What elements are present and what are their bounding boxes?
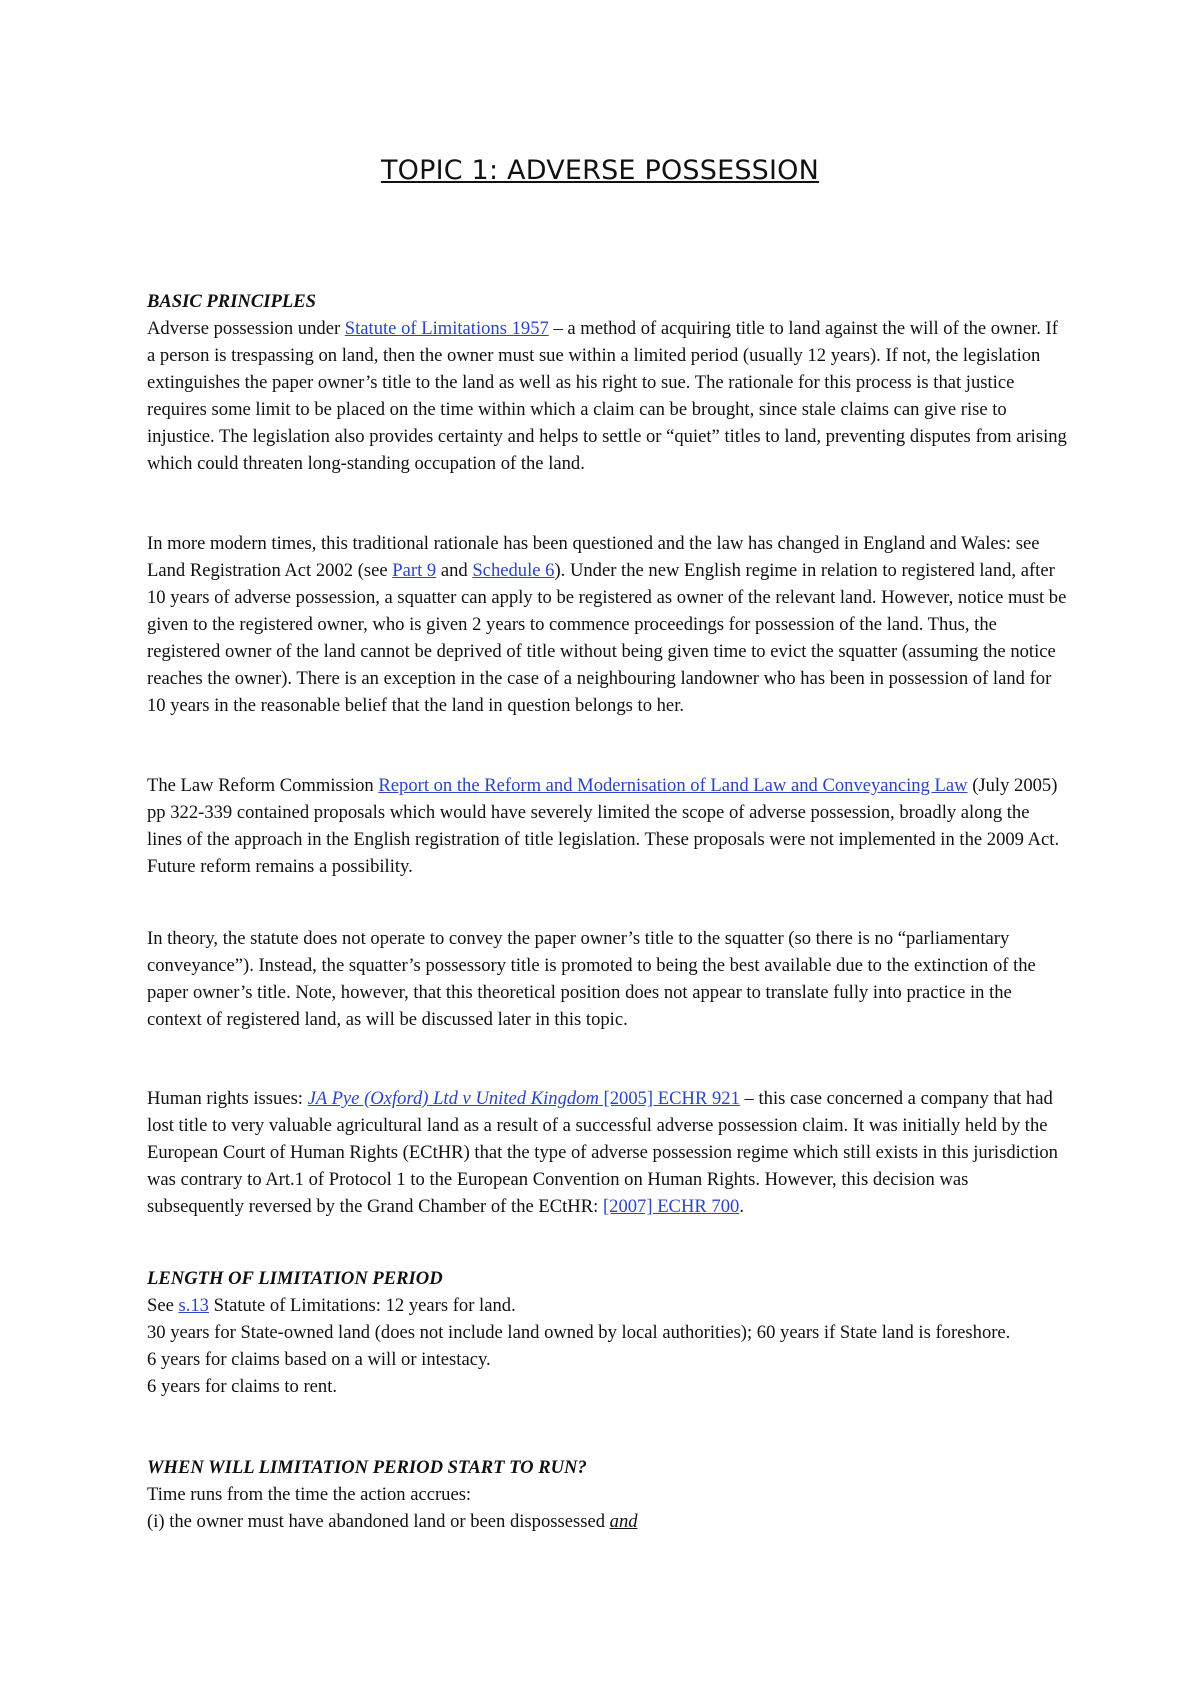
section-basic-principles: [147, 288, 1067, 477]
paragraph: 30 years for State-owned land (does not include land owned by local authorities); 60 years if State land is foreshore.: [147, 1322, 1011, 1343]
section-heading: WHEN WILL LIMITATION PERIOD START TO RUN?: [147, 1457, 587, 1478]
text-run: .: [739, 1196, 744, 1217]
text-run: – a method of acquiring title to land against the will of the owner. If a person is trespassing on land, then the owner must sue within a limited period (usually 12 years). If not, the legislation extinguishes the paper owner’s title to the land as well as his right to sue. The rationale for this process is that justice requires some limit to be placed on the time within which a claim can be brought, since stale claims can give rise to injustice. The legislation also provides certainty and helps to settle or “quiet” titles to land, preventing disputes from arising which could threaten long-standing occupation of the land.: [147, 318, 1067, 474]
paragraph-modern-times: [147, 530, 1067, 719]
paragraph: [147, 772, 1067, 880]
text-run: – this case concerned a company that had lost title to very valuable agricultural land as a result of a successful adverse possession claim. It was initially held by the European Court of Human Rights (ECtHR) that the type of adverse possession regime which still exists in this jurisdiction was contrary to Art.1 of Protocol 1 to the European Convention on Human Rights. However, this decision was subsequently reversed by the Grand Chamber of the ECtHR:: [147, 1088, 1058, 1217]
paragraph: [147, 1292, 1067, 1319]
text-run: (July 2005) pp 322-339 contained proposals which would have severely limited the scope of adverse possession, broadly along the lines of the approach in the English registration of title legislation. These proposals were not implemented in the 2009 Act. Future reform remains a possibility.: [147, 775, 1060, 877]
page-title: TOPIC 1: ADVERSE POSSESSION: [380, 155, 820, 186]
section-length-of-limitation: [147, 1265, 1067, 1400]
section-start-to-run: [147, 1454, 1067, 1535]
law-reform-report-link[interactable]: Report on the Reform and Modernisation of Land Law and Conveyancing Law: [378, 775, 968, 796]
part-9-link[interactable]: Part 9: [392, 560, 437, 581]
text-run: and: [436, 560, 473, 581]
s13-link[interactable]: s.13: [178, 1295, 209, 1316]
section-heading: BASIC PRINCIPLES: [147, 291, 316, 312]
paragraph: [147, 530, 1067, 719]
text-run: Adverse possession under: [147, 318, 345, 339]
text-run: See: [147, 1295, 179, 1316]
paragraph-law-reform: [147, 772, 1067, 880]
text-run: Statute of Limitations: 12 years for land.: [208, 1295, 516, 1316]
paragraph: [147, 315, 1067, 477]
text-run: In more modern times, this traditional rationale has been questioned and the law has changed in England and Wales: see Land Registration Act 2002 (see: [147, 533, 1040, 581]
statute-of-limitations-link[interactable]: Statute of Limitations 1957: [344, 318, 549, 339]
ja-pye-case-link[interactable]: JA Pye (Oxford) Ltd v United Kingdom: [307, 1088, 599, 1109]
section-heading: LENGTH OF LIMITATION PERIOD: [147, 1268, 443, 1289]
emphasis-and: and: [609, 1511, 638, 1532]
paragraph-theory: [147, 925, 1067, 1033]
echr-2007-link[interactable]: [2007] ECHR 700: [602, 1196, 740, 1217]
paragraph: In theory, the statute does not operate to convey the paper owner’s title to the squatter (so there is no “parliamentary conveyance”). Instead, the squatter’s possessory title is promoted to being the best available due to the extinction of the paper owner’s title. Note, however, that this theoretical position does not appear to translate fully into practice in the context of registered land, as will be discussed later in this topic.: [147, 928, 1036, 1030]
text-run: Human rights issues:: [147, 1088, 308, 1109]
echr-2005-link[interactable]: [2005] ECHR 921: [598, 1088, 740, 1109]
text-run: (i) the owner must have abandoned land or been dispossessed: [147, 1511, 610, 1532]
paragraph: [147, 1508, 1067, 1535]
text-run: The Law Reform Commission: [147, 775, 379, 796]
schedule-6-link[interactable]: Schedule 6: [472, 560, 555, 581]
text-run: ). Under the new English regime in relation to registered land, after 10 years of adverse possession, a squatter can apply to be registered as owner of the relevant land. However, notice must be given to the registered owner, who is given 2 years to commence proceedings for possession of the land. Thus, the registered owner of the land cannot be deprived of title without being given time to evict the squatter (assuming the notice reaches the owner). There is an exception in the case of a neighbouring landowner who has been in possession of land for 10 years in the reasonable belief that the land in question belongs to her.: [147, 560, 1067, 716]
paragraph: 6 years for claims based on a will or intestacy.: [147, 1349, 491, 1370]
paragraph-human-rights: [147, 1085, 1067, 1220]
paragraph: [147, 1085, 1067, 1220]
paragraph: Time runs from the time the action accrues:: [147, 1484, 472, 1505]
paragraph: 6 years for claims to rent.: [147, 1376, 338, 1397]
